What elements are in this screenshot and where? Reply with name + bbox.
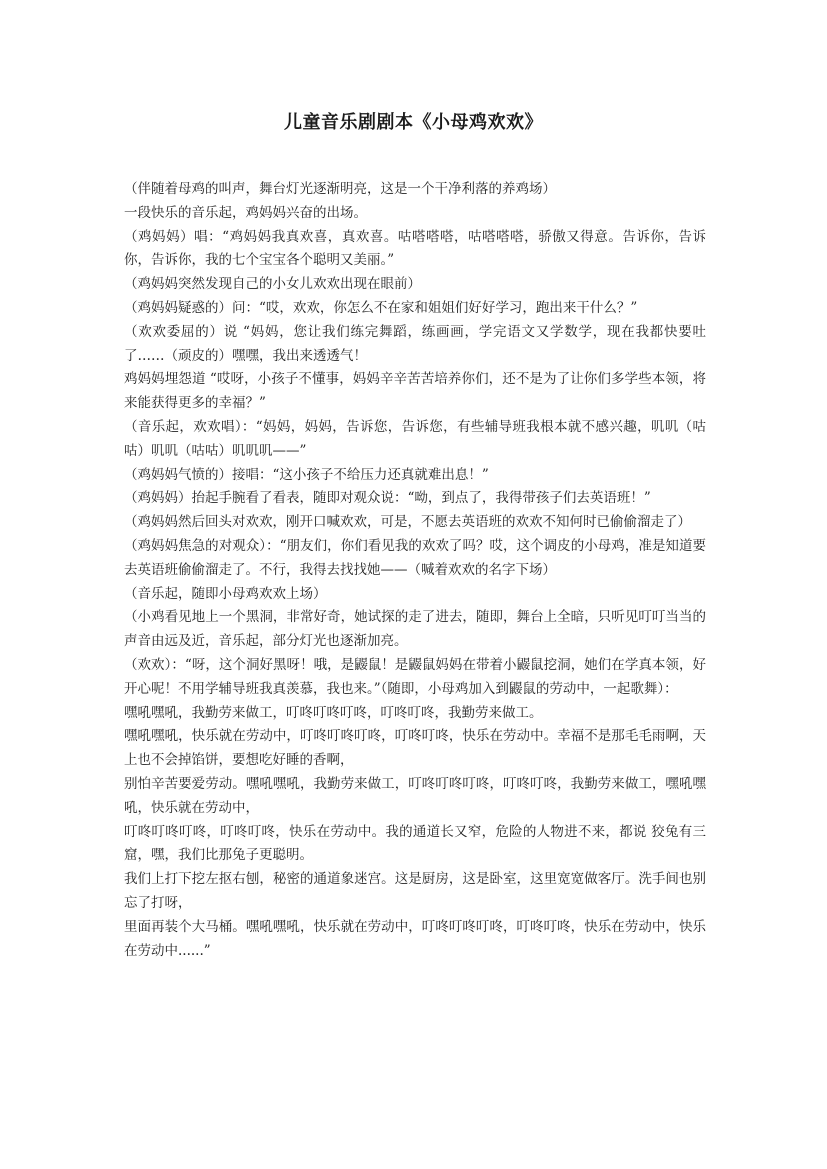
paragraph: （音乐起，欢欢唱）：“妈妈，妈妈，告诉您，告诉您，有些辅导班我根本就不感兴趣，叽叽（咕咕）叽叽（咕咕）叽叽叽——” xyxy=(124,418,706,459)
paragraph: 嘿吼嘿吼，我勤劳来做工，叮咚叮咚叮咚，叮咚叮咚，我勤劳来做工。 xyxy=(124,704,543,721)
paragraph: （欢欢委屈的）说 “妈妈，您让我们练完舞蹈，练画画，学完语文又学数学，现在我都快要吐了……（顽皮的）嘿嘿，我出来透透气！ xyxy=(124,323,706,364)
paragraph: （欢欢）：“呀，这个洞好黑呀！哦，是鼹鼠！是鼹鼠妈妈在带着小鼹鼠挖洞，她们在学真本领，好开心呢！不用学辅导班我真羡慕，我也来。”（随即，小母鸡加入到鼹鼠的劳动中，一起歌舞）： xyxy=(124,656,706,697)
paragraph: （鸡妈妈气愤的）接唱：“这小孩子不给压力还真就难出息！” xyxy=(124,466,489,483)
paragraph: 鸡妈妈埋怨道 “哎呀，小孩子不懂事，妈妈辛辛苦苦培养你们，还不是为了让你们多学些本领，将来能获得更多的幸福？” xyxy=(124,371,706,412)
paragraph: （音乐起，随即小母鸡欢欢上场） xyxy=(124,585,327,602)
paragraph: （鸡妈妈焦急的对观众）：“朋友们，你们看见我的欢欢了吗？哎，这个调皮的小母鸡，准是知道要去英语班偷偷溜走了。不行，我得去找找她——（喊着欢欢的名字下场） xyxy=(124,537,706,578)
paragraph: （鸡妈妈）抬起手腕看了看表，随即对观众说：“呦，到点了，我得带孩子们去英语班！” xyxy=(124,490,651,507)
paragraph: 一段快乐的音乐起，鸡妈妈兴奋的出场。 xyxy=(124,204,367,221)
paragraph: 叮咚叮咚叮咚，叮咚叮咚，快乐在劳动中。我的通道长又窄，危险的人物进不来，都说 狡兔有三窟，嘿，我们比那兔子更聪明。 xyxy=(124,823,706,864)
paragraph: （小鸡看见地上一个黑洞，非常好奇，她试探的走了进去，随即，舞台上全暗，只听见叮叮当当的声音由远及近，音乐起，部分灯光也逐渐加亮。 xyxy=(124,609,706,650)
paragraph: （鸡妈妈突然发现自己的小女儿欢欢出现在眼前） xyxy=(124,276,421,293)
paragraph: 里面再装个大马桶。嘿吼嘿吼，快乐就在劳动中，叮咚叮咚叮咚，叮咚叮咚，快乐在劳动中，快乐在劳动中......” xyxy=(124,918,706,959)
paragraph: 别怕辛苦要爱劳动。嘿吼嘿吼，我勤劳来做工，叮咚叮咚叮咚，叮咚叮咚，我勤劳来做工，嘿吼嘿吼，快乐就在劳动中， xyxy=(124,775,706,816)
paragraph: （鸡妈妈然后回头对欢欢，刚开口喊欢欢，可是，不愿去英语班的欢欢不知何时已偷偷溜走了） xyxy=(124,514,691,531)
paragraph: （伴随着母鸡的叫声，舞台灯光逐渐明亮，这是一个干净利落的养鸡场） xyxy=(124,181,556,197)
paragraph: （鸡妈妈疑惑的）问：“哎，欢欢，你怎么不在家和姐姐们好好学习，跑出来干什么？” xyxy=(124,299,638,316)
paragraph: 我们上打下挖左抠右刨，秘密的通道象迷宫。这是厨房，这是卧室，这里宽宽做客厅。洗手间也别忘了打呀， xyxy=(124,871,706,911)
document-title: 儿童音乐剧剧本《小母鸡欢欢》 xyxy=(284,112,543,133)
paragraph: 嘿吼嘿吼，快乐就在劳动中，叮咚叮咚叮咚，叮咚叮咚，快乐在劳动中。幸福不是那毛毛雨啊，天上也不会掉馅饼，要想吃好睡的香啊， xyxy=(124,728,706,769)
paragraph: （鸡妈妈）唱：“鸡妈妈我真欢喜，真欢喜。咕嗒嗒嗒，咕嗒嗒嗒，骄傲又得意。告诉你，告诉你，告诉你，我的七个宝宝各个聪明又美丽。” xyxy=(124,228,706,269)
document-body xyxy=(124,178,706,963)
